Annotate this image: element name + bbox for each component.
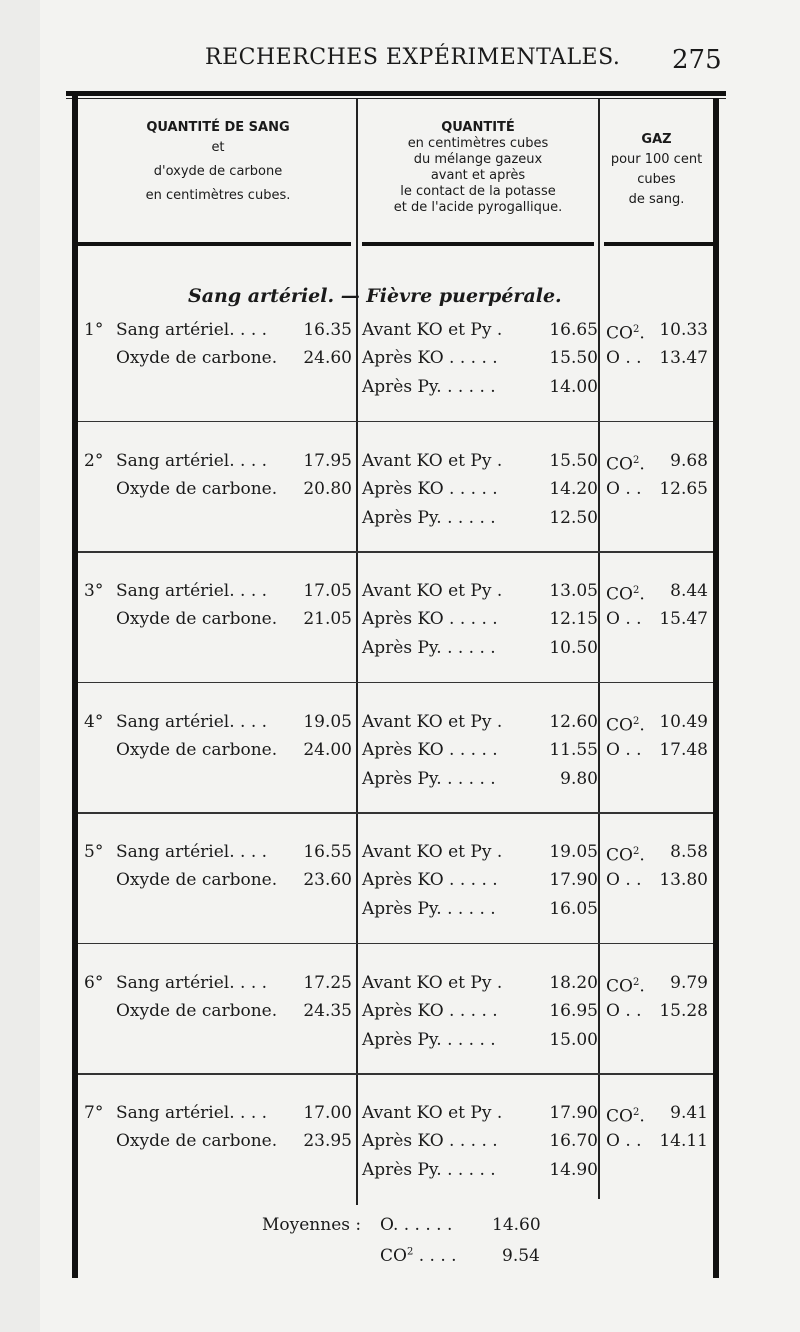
column-header-line: avant et après <box>430 168 526 183</box>
label-sang: Sang artériel. . . . <box>116 581 268 601</box>
value-sang: 17.95 <box>303 450 352 471</box>
column-header-title: GAZ <box>641 132 672 147</box>
value-apres-py: 12.50 <box>549 507 598 528</box>
label-co2: $CO^2$. <box>606 715 645 736</box>
value-avant: 15.50 <box>549 450 598 471</box>
co2-text: CO <box>606 1106 633 1127</box>
co2-exponent: 2 <box>632 1107 640 1118</box>
value-o: 15.28 <box>659 1000 708 1021</box>
label-co2: $CO^2$. <box>606 454 645 475</box>
label-co2: $CO^2$. <box>606 1106 645 1127</box>
co2-text: CO <box>606 454 633 475</box>
label-apres-py: Après Py. . . . . . <box>362 377 496 397</box>
label-avant: Avant KO et Py . <box>362 711 503 732</box>
table-frame-top <box>66 91 726 96</box>
co2-dots: . . . . <box>413 1246 457 1266</box>
value-apres-py: 14.00 <box>549 377 598 397</box>
header-rule-1 <box>78 242 351 246</box>
column-header-line: de sang. <box>628 192 685 207</box>
label-oxyde: Oxyde de carbone. <box>116 870 278 890</box>
column-header-line: cubes <box>637 172 676 187</box>
group-rule <box>78 1073 713 1075</box>
value-oxyde: 23.95 <box>303 1131 352 1151</box>
label-oxyde: Oxyde de carbone. <box>116 1000 278 1021</box>
label-o: O . . <box>606 1131 642 1151</box>
value-o: 13.47 <box>659 348 708 368</box>
value-co2: 10.33 <box>659 320 708 340</box>
experiment-number: 4° <box>84 711 104 732</box>
label-apres-ko: Après KO . . . . . <box>362 739 498 760</box>
value-oxyde: 24.35 <box>303 1000 352 1021</box>
label-avant: Avant KO et Py . <box>362 581 503 601</box>
label-apres-ko: Après KO . . . . . <box>362 1131 498 1151</box>
value-apres-ko: 16.70 <box>549 1131 598 1151</box>
column-header-title: QUANTITÉ <box>441 120 515 135</box>
value-avant: 19.05 <box>549 842 598 862</box>
value-apres-ko: 15.50 <box>549 348 598 368</box>
label-sang: Sang artériel. . . . <box>116 1103 268 1123</box>
label-o: O . . <box>606 739 642 760</box>
value-avant: 17.90 <box>549 1103 598 1123</box>
value-co2: 8.44 <box>670 581 708 601</box>
label-sang: Sang artériel. . . . <box>116 842 268 862</box>
co2-text: CO <box>606 323 633 344</box>
value-co2: 9.79 <box>670 972 708 993</box>
label-apres-ko: Après KO . . . . . <box>362 609 498 629</box>
column-header-gas-mixture <box>358 120 598 216</box>
label-avant: Avant KO et Py . <box>362 1103 503 1123</box>
header-rule-3 <box>604 242 713 246</box>
label-sang: Sang artériel. . . . <box>116 711 268 732</box>
value-co2: 9.68 <box>670 450 708 471</box>
co2-exponent: 2 <box>632 324 640 335</box>
label-o: O . . <box>606 609 642 629</box>
average-co2-label <box>380 1246 457 1266</box>
label-apres-ko: Après KO . . . . . <box>362 1000 498 1021</box>
label-apres-py: Après Py. . . . . . <box>362 768 496 789</box>
header-rule-2 <box>362 242 594 246</box>
label-oxyde: Oxyde de carbone. <box>116 1131 278 1151</box>
value-apres-py: 10.50 <box>549 638 598 658</box>
group-rule <box>78 943 713 945</box>
column-header-gas <box>600 132 713 208</box>
value-apres-py: 9.80 <box>560 768 598 789</box>
label-apres-ko: Après KO . . . . . <box>362 478 498 499</box>
value-avant: 12.60 <box>549 711 598 732</box>
co2-exponent: 2 <box>632 715 640 727</box>
co2-text: CO <box>380 1246 407 1266</box>
co2-exponent: 2 <box>632 976 640 988</box>
co2-exponent: 2 <box>632 585 640 596</box>
value-sang: 17.25 <box>303 972 352 993</box>
experiment-number: 2° <box>84 450 104 471</box>
label-oxyde: Oxyde de carbone. <box>116 478 278 499</box>
value-o: 12.65 <box>659 478 708 499</box>
column-header-line: le contact de la potasse <box>400 184 556 199</box>
value-apres-py: 16.05 <box>549 899 598 919</box>
average-co2-value: 9.54 <box>502 1246 540 1266</box>
label-apres-py: Après Py. . . . . . <box>362 1029 496 1050</box>
label-apres-py: Après Py. . . . . . <box>362 1160 496 1180</box>
experiment-number: 1° <box>84 320 104 340</box>
value-o: 13.80 <box>659 870 708 890</box>
value-avant: 13.05 <box>549 581 598 601</box>
experiment-number: 3° <box>84 581 104 601</box>
value-oxyde: 24.00 <box>303 739 352 760</box>
label-sang: Sang artériel. . . . <box>116 450 268 471</box>
column-header-title: QUANTITÉ DE SANG <box>146 120 290 135</box>
column-header-line: du mélange gazeux <box>413 152 543 167</box>
column-rule-2 <box>598 99 600 1199</box>
label-oxyde: Oxyde de carbone. <box>116 609 278 629</box>
co2-exponent: 2 <box>632 846 640 857</box>
value-oxyde: 24.60 <box>303 348 352 368</box>
column-header-line: et <box>211 140 225 155</box>
value-oxyde: 23.60 <box>303 870 352 890</box>
value-apres-ko: 14.20 <box>549 478 598 499</box>
group-rule <box>78 421 713 423</box>
value-o: 17.48 <box>659 739 708 760</box>
value-apres-py: 15.00 <box>549 1029 598 1050</box>
label-apres-py: Après Py. . . . . . <box>362 507 496 528</box>
value-co2: 9.41 <box>670 1103 708 1123</box>
co2-exponent: 2 <box>632 454 640 466</box>
label-co2: $CO^2$. <box>606 976 645 997</box>
value-sang: 17.00 <box>303 1103 352 1123</box>
value-sang: 19.05 <box>303 711 352 732</box>
value-avant: 18.20 <box>549 972 598 993</box>
label-avant: Avant KO et Py . <box>362 320 503 340</box>
label-avant: Avant KO et Py . <box>362 842 503 862</box>
average-o-label: O. . . . . . <box>380 1215 453 1235</box>
label-sang: Sang artériel. . . . <box>116 320 268 340</box>
running-head: RECHERCHES EXPÉRIMENTALES. <box>205 45 621 70</box>
co2-text: CO <box>606 976 633 997</box>
label-o: O . . <box>606 478 642 499</box>
column-header-blood <box>80 120 356 204</box>
column-header-line: pour 100 cent <box>610 152 703 167</box>
label-o: O . . <box>606 870 642 890</box>
label-apres-py: Après Py. . . . . . <box>362 899 496 919</box>
label-o: O . . <box>606 1000 642 1021</box>
label-apres-ko: Après KO . . . . . <box>362 870 498 890</box>
co2-text: CO <box>606 715 633 736</box>
label-o: O . . <box>606 348 642 368</box>
column-header-line: en centimètres cubes. <box>145 188 291 203</box>
experiment-number: 6° <box>84 972 104 993</box>
label-avant: Avant KO et Py . <box>362 450 503 471</box>
value-apres-ko: 17.90 <box>549 870 598 890</box>
label-co2: $CO^2$. <box>606 584 645 605</box>
section-title: Sang artériel. — Fièvre puerpérale. <box>188 285 562 307</box>
average-o-value: 14.60 <box>492 1215 541 1235</box>
co2-exponent: 2 <box>406 1246 414 1258</box>
value-o: 15.47 <box>659 609 708 629</box>
label-oxyde: Oxyde de carbone. <box>116 739 278 760</box>
value-oxyde: 20.80 <box>303 478 352 499</box>
label-co2: $CO^2$. <box>606 323 645 344</box>
group-rule <box>78 551 713 553</box>
value-co2: 8.58 <box>670 842 708 862</box>
column-header-line: et de l'acide pyrogallique. <box>393 200 563 215</box>
value-o: 14.11 <box>659 1131 708 1151</box>
label-avant: Avant KO et Py . <box>362 972 503 993</box>
label-apres-py: Après Py. . . . . . <box>362 638 496 658</box>
value-apres-py: 14.90 <box>549 1160 598 1180</box>
experiment-number: 5° <box>84 842 104 862</box>
value-avant: 16.65 <box>549 320 598 340</box>
group-rule <box>78 682 713 684</box>
table-frame-right <box>713 98 719 1278</box>
group-rule <box>78 812 713 814</box>
value-apres-ko: 11.55 <box>549 739 598 760</box>
value-co2: 10.49 <box>659 711 708 732</box>
table-frame-left <box>72 94 78 1278</box>
experiment-number: 7° <box>84 1103 104 1123</box>
column-rule-1 <box>356 99 358 1205</box>
value-apres-ko: 16.95 <box>549 1000 598 1021</box>
label-sang: Sang artériel. . . . <box>116 972 268 993</box>
co2-text: CO <box>606 845 633 866</box>
label-apres-ko: Après KO . . . . . <box>362 348 498 368</box>
averages-label: Moyennes : <box>262 1215 362 1235</box>
value-sang: 17.05 <box>303 581 352 601</box>
value-sang: 16.35 <box>303 320 352 340</box>
label-oxyde: Oxyde de carbone. <box>116 348 278 368</box>
column-header-line: d'oxyde de carbone <box>153 164 283 179</box>
value-oxyde: 21.05 <box>303 609 352 629</box>
table-frame-top-thin <box>66 98 726 99</box>
co2-text: CO <box>606 584 633 605</box>
column-header-line: en centimètres cubes <box>407 136 549 151</box>
page-number: 275 <box>672 45 722 75</box>
value-sang: 16.55 <box>303 842 352 862</box>
value-apres-ko: 12.15 <box>549 609 598 629</box>
label-co2: $CO^2$. <box>606 845 645 866</box>
